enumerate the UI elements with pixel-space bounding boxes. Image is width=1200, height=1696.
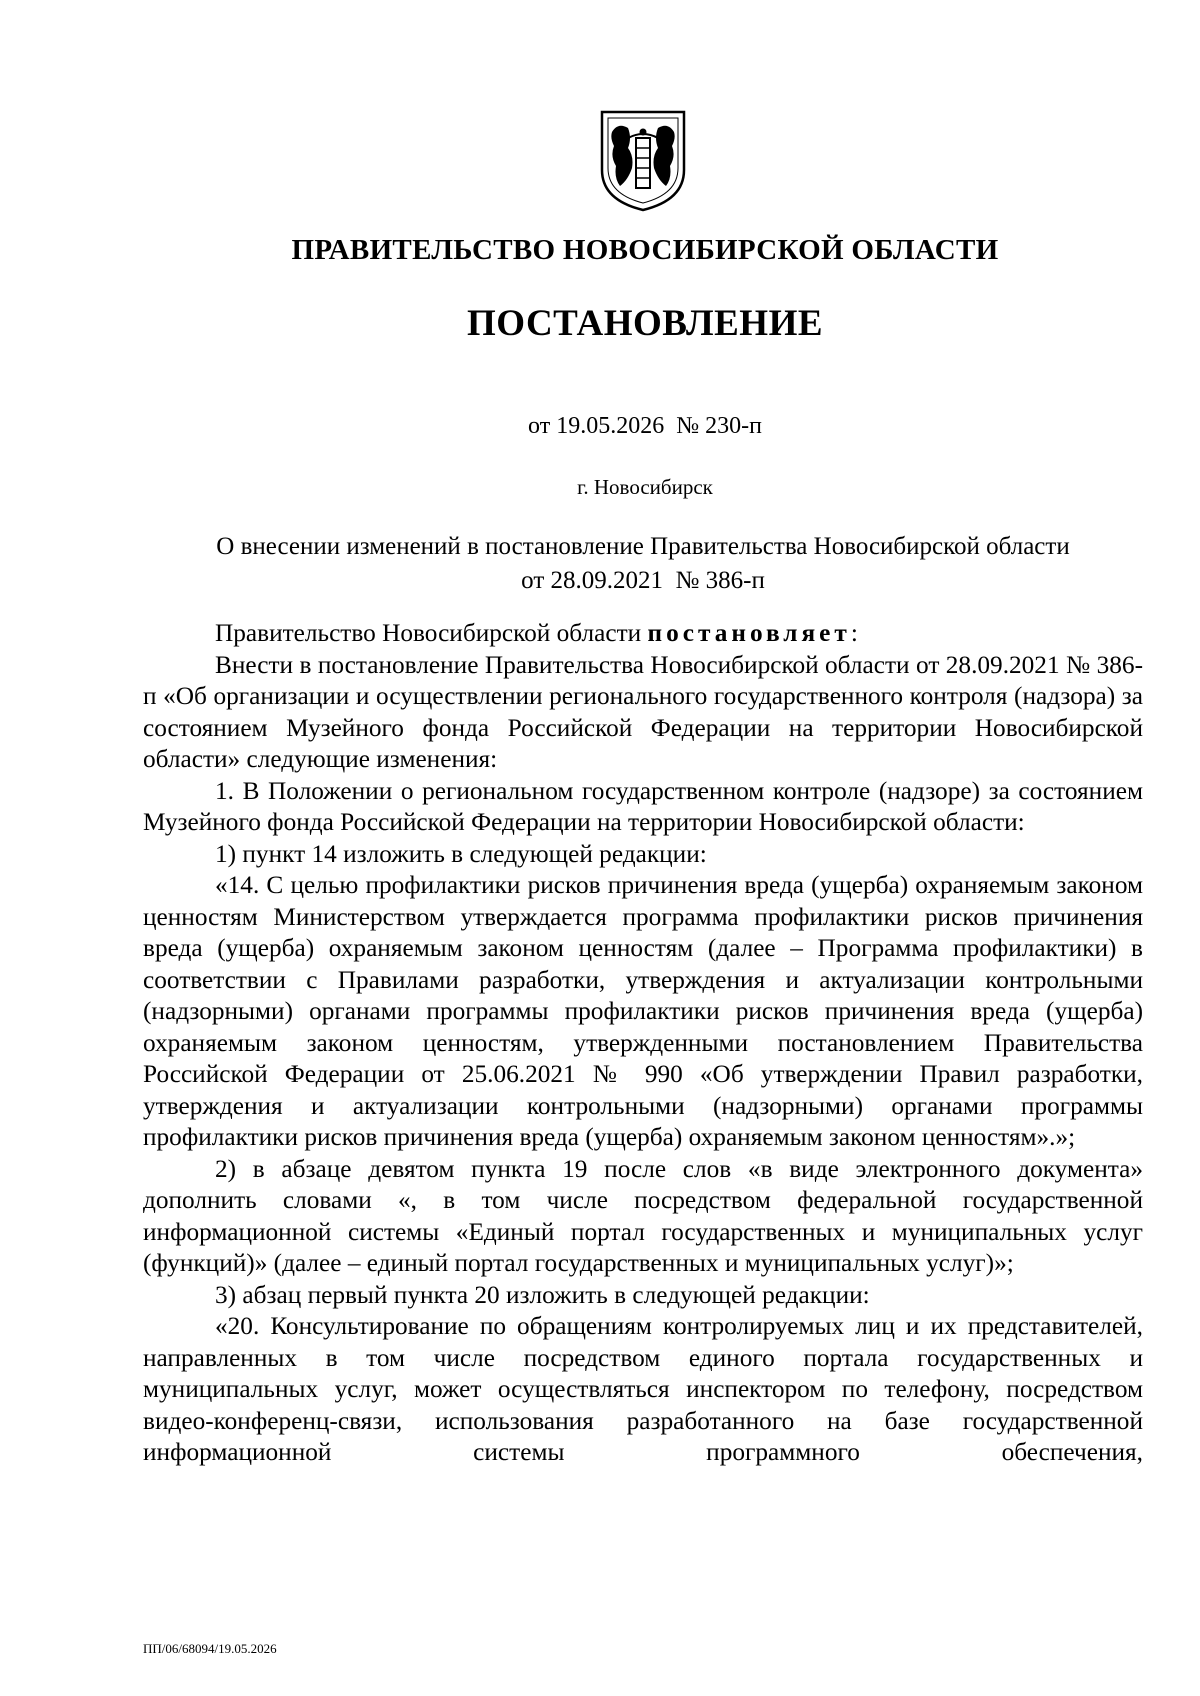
document-date-number: от 19.05.2026 № 230-п (528, 413, 762, 439)
paragraph-item-1: 1. В Положении о региональном государственном контроле (надзоре) за состоянием Музейного фонда Российской Федерации на территории Новосибирской области: (143, 776, 1143, 836)
subject-line-1: О внесении изменений в постановление Правительства Новосибирской области (216, 533, 1070, 560)
paragraph-point-14: «14. С целью профилактики рисков причинения вреда (ущерба) охраняемым законом ценностям Министерством утверждается программа профилактики рисков причинения вреда (ущерба) охраняемым законом ценностям (далее – Программа профилактики) в соответствии с Правилами разработки, утверждения и актуализации контрольными (надзорными) органами программы профилактики рисков причинения вреда (ущерба) охраняемым законом ценностям, утвержденными постановлением Правительства Российской Федерации от 25.06.2021 № 990 «Об утверждении Правил разработки, утверждения и актуализации контрольными (надзорными) органами программы профилактики рисков причинения вреда (ущерба) охраняемым законом ценностям».»; (143, 871, 1143, 1151)
document-footer-code: ПП/06/68094/19.05.2026 (143, 1641, 277, 1656)
paragraph-subitem-2: 2) в абзаце девятом пункта 19 после слов «в виде электронного документа» дополнить словами «, в том числе посредством федеральной государственной информационной системы «Единый портал государственных и муниципальных услуг (функций)» (далее – единый портал государственных и муниципальных услуг)»; (143, 1154, 1143, 1277)
resolves-lead: Правительство Новосибирской области (215, 619, 648, 647)
organization-title: ПРАВИТЕЛЬСТВО НОВОСИБИРСКОЙ ОБЛАСТИ (291, 234, 999, 266)
paragraph-subitem-3: 3) абзац первый пункта 20 изложить в следующей редакции: (215, 1280, 870, 1309)
document-subject (143, 530, 1143, 598)
paragraph-resolves (143, 618, 1143, 650)
resolves-verb: постановляет (647, 619, 851, 647)
paragraph-point-20: «20. Консультирование по обращениям контролируемых лиц и их представителей, направленных в том числе посредством единого портала государственных и муниципальных услуг, может осуществляться инспектором по телефону, посредством видео-конференц-связи, использования разработанного на базе государственной информационной системы программного обеспечения, (143, 1312, 1143, 1466)
resolves-tail: : (850, 619, 858, 647)
coat-of-arms-icon (598, 108, 688, 214)
subject-line-2: от 28.09.2021 № 386-п (521, 567, 765, 594)
paragraph-subitem-1: 1) пункт 14 изложить в следующей редакции: (215, 839, 707, 868)
document-city: г. Новосибирск (577, 475, 713, 499)
document-body (143, 618, 1143, 1469)
paragraph-amend: Внести в постановление Правительства Новосибирской области от 28.09.2021 № 386-п «Об организации и осуществлении регионального государственного контроля (надзора) за состоянием Музейного фонда Российской Федерации на территории Новосибирской области» следующие изменения: (143, 650, 1143, 773)
document-type-title: ПОСТАНОВЛЕНИЕ (466, 303, 824, 344)
